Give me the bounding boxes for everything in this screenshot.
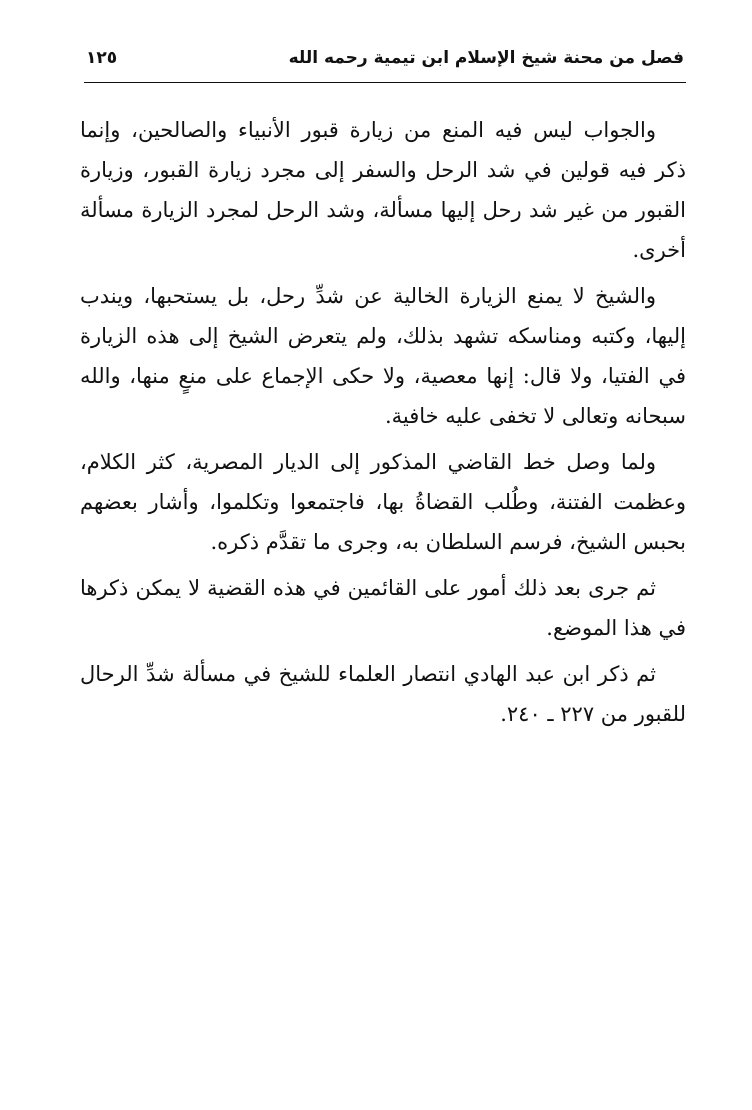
paragraph: ثم جرى بعد ذلك أمور على القائمين في هذه القضية لا يمكن ذكرها في هذا الموضع. (80, 576, 686, 640)
paragraph: ولما وصل خط القاضي المذكور إلى الديار المصرية، كثر الكلام، وعظمت الفتنة، وطُلب القضاةُ بها، فاجتمعوا وتكلموا، وأشار بعضهم بحبس الشيخ، فرسم السلطان به، وجرى ما تقدَّم ذكره. (80, 450, 686, 554)
header-rule (84, 82, 686, 83)
page-number: ١٢٥ (86, 48, 118, 68)
page-header (86, 44, 684, 78)
paragraph: والجواب ليس فيه المنع من زيارة قبور الأنبياء والصالحين، وإنما ذكر فيه قولين في شد الرحل والسفر إلى مجرد زيارة القبور، وزيارة القبور من غير شد رحل إليها مسألة، وشد الرحل لمجرد الزيارة مسألة أخرى. (80, 118, 686, 262)
page-body (80, 110, 686, 740)
paragraph: ثم ذكر ابن عبد الهادي انتصار العلماء للشيخ في مسألة شدِّ الرحال للقبور من ٢٢٧ ـ ٢٤٠. (80, 662, 686, 726)
running-title: فصل من محنة شيخ الإسلام ابن تيمية رحمه الله (288, 48, 684, 68)
paragraph: والشيخ لا يمنع الزيارة الخالية عن شدِّ رحل، بل يستحبها، ويندب إليها، وكتبه ومناسكه تشهد بذلك، ولم يتعرض الشيخ إلى هذه الزيارة في الفتيا، ولا قال: إنها معصية، ولا حكى الإجماع على منعٍ منها، والله سبحانه وتعالى لا تخفى عليه خافية. (80, 284, 686, 428)
